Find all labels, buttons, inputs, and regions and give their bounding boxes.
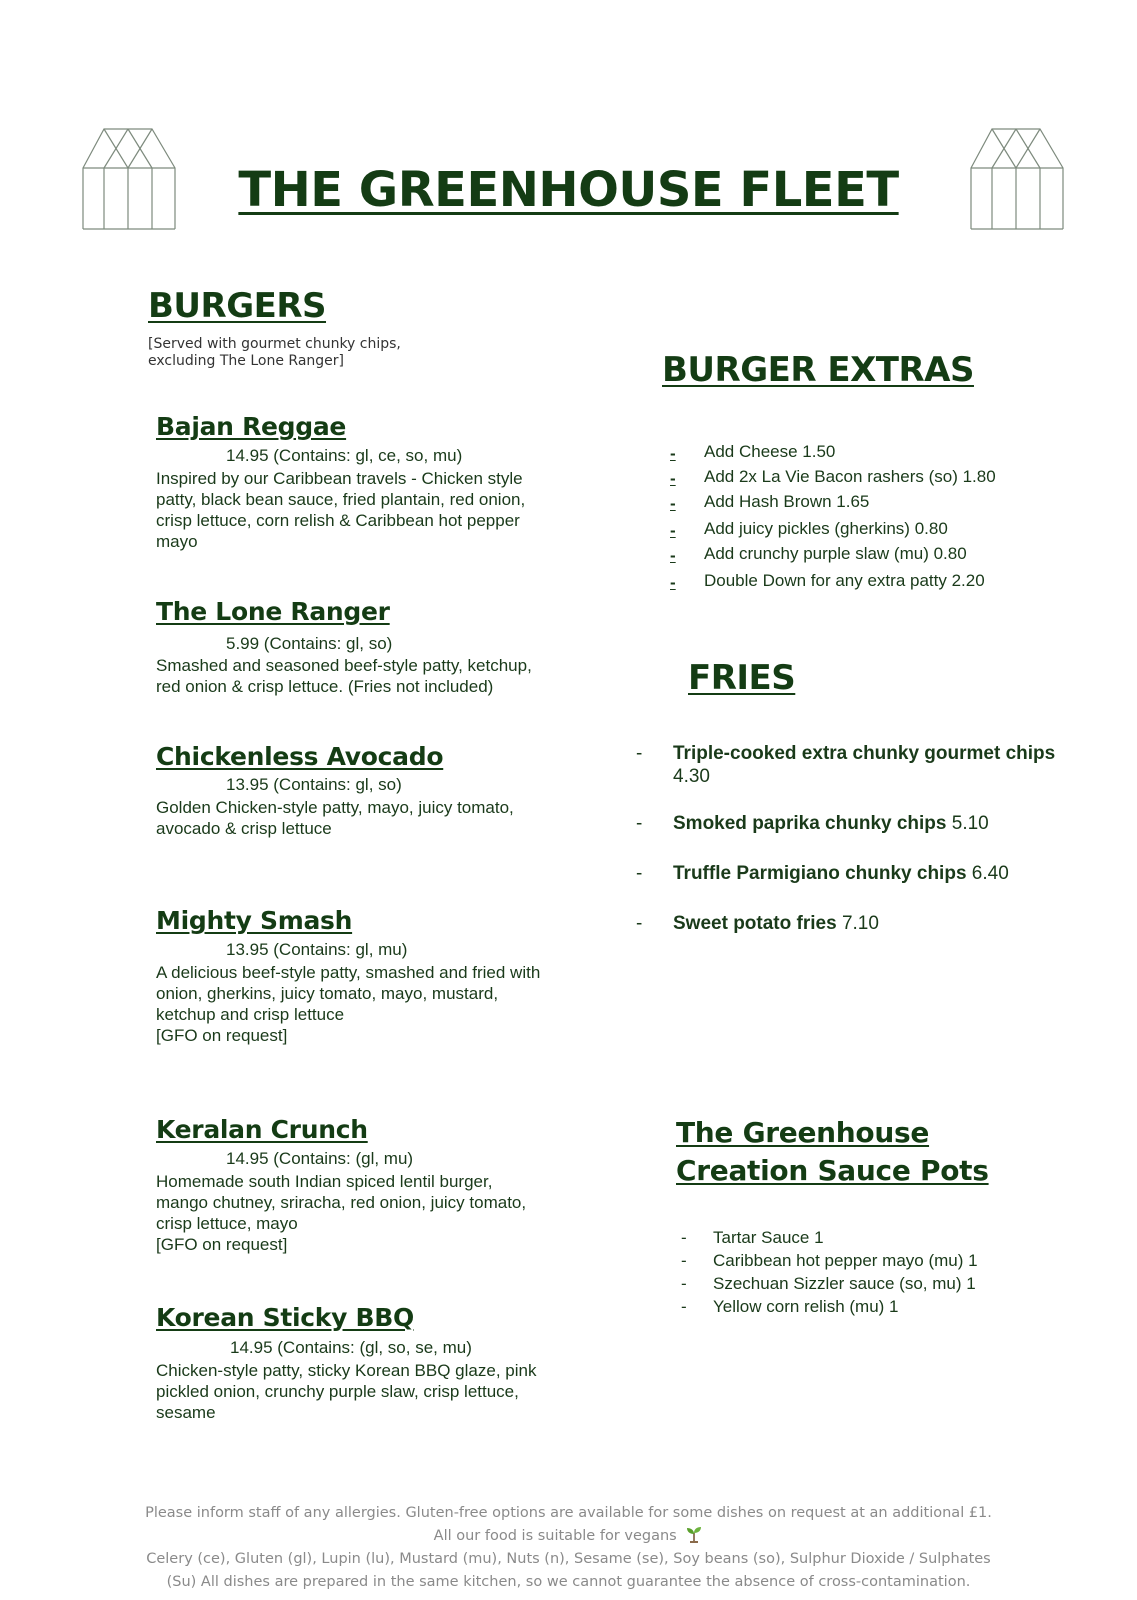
fries-heading: FRIES xyxy=(688,658,796,698)
sauce-pots-heading xyxy=(676,1114,989,1190)
bullet: - xyxy=(681,1297,687,1316)
list-item xyxy=(676,1274,978,1297)
list-item xyxy=(676,1251,978,1274)
bullet: - xyxy=(636,743,643,764)
sauce-label: Caribbean hot pepper mayo (mu) 1 xyxy=(713,1251,978,1270)
footer-line: (Su) All dishes are prepared in the same kitchen, so we cannot guarantee the absence of cross-contamination. xyxy=(166,1574,971,1590)
list-item xyxy=(636,912,1056,935)
footer-vegan-text: All our food is suitable for vegans xyxy=(433,1528,677,1544)
burger-price: 13.95 (Contains: gl, mu) xyxy=(226,940,408,959)
list-item xyxy=(636,742,1056,788)
burger-extras-heading: BURGER EXTRAS xyxy=(662,350,974,390)
allergy-footer xyxy=(0,1502,1137,1594)
burger-price: 14.95 (Contains: (gl, so, se, mu) xyxy=(230,1338,472,1357)
sauce-label: Tartar Sauce 1 xyxy=(713,1228,824,1247)
bullet: - xyxy=(670,521,676,540)
sauce-heading-line2: Creation Sauce Pots xyxy=(676,1154,989,1187)
burger-name: Bajan Reggae xyxy=(156,412,347,441)
burger-price: 13.95 (Contains: gl, so) xyxy=(226,775,402,794)
burger-description: Smashed and seasoned beef-style patty, ketchup, red onion & crisp lettuce. (Fries not included) xyxy=(156,656,532,696)
list-item xyxy=(664,519,996,544)
fries-name: Sweet potato fries xyxy=(673,913,837,934)
extra-label: Add 2x La Vie Bacon rashers (so) 1.80 xyxy=(704,467,996,486)
bullet: - xyxy=(670,494,676,513)
burger-gfo-note: [GFO on request] xyxy=(156,1026,288,1045)
sauce-label: Szechuan Sizzler sauce (so, mu) 1 xyxy=(713,1274,976,1293)
burger-description: Chicken-style patty, sticky Korean BBQ glaze, pink pickled onion, crunchy purple slaw, crisp lettuce, sesame xyxy=(156,1361,537,1422)
footer-line: Please inform staff of any allergies. Gluten-free options are available for some dishes on request at an additional £1. xyxy=(145,1505,992,1521)
bullet: - xyxy=(670,444,676,463)
list-item xyxy=(636,812,1056,835)
fries-price: 4.30 xyxy=(673,766,710,787)
burger-name: Keralan Crunch xyxy=(156,1115,368,1144)
burger-description xyxy=(156,1171,541,1255)
extra-label: Add crunchy purple slaw (mu) 0.80 xyxy=(704,544,967,563)
burger-description: Inspired by our Caribbean travels - Chicken style patty, black bean sauce, fried plantain, red onion, crisp lettuce, corn relish & Caribbean hot pepper mayo xyxy=(156,469,526,551)
fries-price: 5.10 xyxy=(951,813,989,834)
bullet: - xyxy=(670,546,676,565)
list-item xyxy=(664,571,996,596)
extra-label: Add Cheese 1.50 xyxy=(704,442,836,461)
fries-name: Smoked paprika chunky chips xyxy=(673,813,947,834)
burger-price: 5.99 (Contains: gl, so) xyxy=(226,634,393,653)
sauce-heading-line1: The Greenhouse xyxy=(676,1116,930,1149)
fries-price: 7.10 xyxy=(841,913,879,934)
burger-price: 14.95 (Contains: (gl, mu) xyxy=(226,1149,414,1168)
burger-name: The Lone Ranger xyxy=(156,597,390,626)
burgers-note-line2: excluding The Lone Ranger] xyxy=(148,353,344,369)
burgers-note-line1: [Served with gourmet chunky chips, xyxy=(148,336,401,352)
list-item xyxy=(664,442,996,467)
bullet: - xyxy=(636,863,643,884)
list-item xyxy=(676,1228,978,1251)
burgers-note xyxy=(148,336,401,370)
menu-title: THE GREENHOUSE FLEET xyxy=(238,162,899,218)
list-item xyxy=(676,1297,978,1320)
sauce-pots-list xyxy=(676,1228,978,1320)
seedling-icon xyxy=(685,1525,703,1543)
footer-vegan-line xyxy=(0,1525,1137,1548)
bullet: - xyxy=(681,1274,687,1293)
burger-extras-list xyxy=(664,442,996,596)
fries-name: Truffle Parmigiano chunky chips xyxy=(673,863,967,884)
bullet: - xyxy=(636,913,643,934)
list-item xyxy=(664,492,996,519)
fries-name: Triple-cooked extra chunky gourmet chips xyxy=(673,743,1056,764)
bullet: - xyxy=(681,1251,687,1270)
burger-description xyxy=(156,962,541,1046)
footer-line: Celery (ce), Gluten (gl), Lupin (lu), Mustard (mu), Nuts (n), Sesame (se), Soy beans (so), Sulphur Dioxide / Sulphates xyxy=(146,1551,991,1567)
list-item xyxy=(664,467,996,492)
burger-gfo-note: [GFO on request] xyxy=(156,1235,288,1254)
bullet: - xyxy=(636,813,643,834)
burgers-heading: BURGERS xyxy=(148,286,327,326)
burger-description: Golden Chicken-style patty, mayo, juicy tomato, avocado & crisp lettuce xyxy=(156,798,514,838)
burger-description-text: A delicious beef-style patty, smashed and fried with onion, gherkins, juicy tomato, mayo, mustard, ketchup and crisp lettuce xyxy=(156,963,541,1024)
burger-name: Mighty Smash xyxy=(156,906,353,935)
extra-label: Add Hash Brown 1.65 xyxy=(704,492,870,511)
bullet: - xyxy=(670,573,676,592)
extra-label: Double Down for any extra patty 2.20 xyxy=(704,571,985,590)
sauce-label: Yellow corn relish (mu) 1 xyxy=(713,1297,899,1316)
list-item xyxy=(664,544,996,571)
burger-name: Chickenless Avocado xyxy=(156,742,444,771)
bullet: - xyxy=(681,1228,687,1247)
burger-name: Korean Sticky BBQ xyxy=(156,1303,414,1332)
fries-price: 6.40 xyxy=(971,863,1009,884)
bullet: - xyxy=(670,469,676,488)
burger-description-text: Homemade south Indian spiced lentil burger, mango chutney, sriracha, red onion, juicy tomato, crisp lettuce, mayo xyxy=(156,1172,527,1233)
fries-list xyxy=(636,742,1056,935)
list-item xyxy=(636,862,1056,885)
burger-price: 14.95 (Contains: gl, ce, so, mu) xyxy=(226,446,463,465)
extra-label: Add juicy pickles (gherkins) 0.80 xyxy=(704,519,948,538)
